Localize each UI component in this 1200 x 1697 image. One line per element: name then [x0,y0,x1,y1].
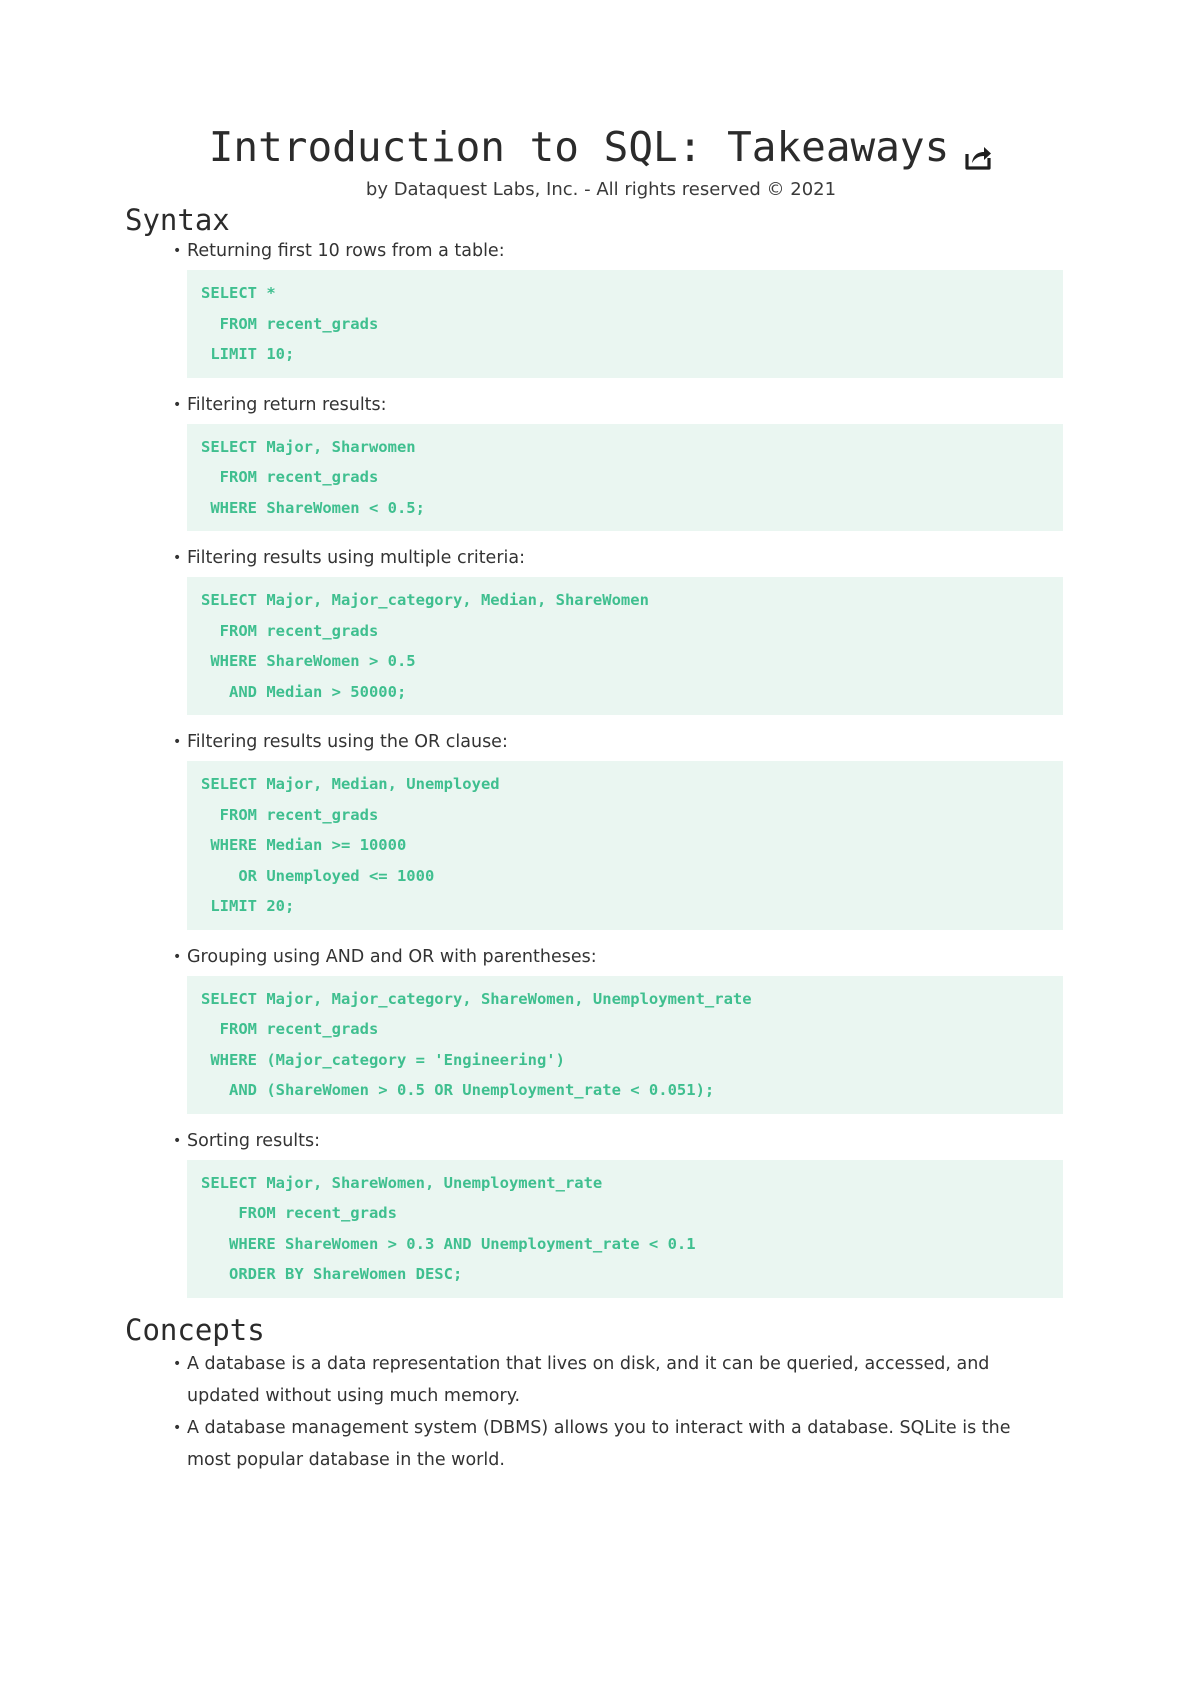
list-item [173,944,1077,1114]
concept-text: A database is a data representation that lives on disk, and it can be queried, accessed, and updated without using much memory. [187,1353,990,1406]
code-block: SELECT Major, Major_category, Median, ShareWomen FROM recent_grads WHERE ShareWomen > 0.5 AND Median > 50000; [187,577,1063,715]
bullet-line [173,1348,1047,1412]
concepts-list [125,1348,1077,1476]
bullet-line [173,729,1077,755]
bullet-icon: • [173,1419,182,1436]
code-block: SELECT Major, Median, Unemployed FROM recent_grads WHERE Median >= 10000 OR Unemployed <= 1000 LIMIT 20; [187,761,1063,930]
list-item [173,1348,1077,1412]
list-item [173,238,1077,378]
bullet-line [173,238,1077,264]
list-item [173,729,1077,930]
section-heading-syntax: Syntax [125,203,230,237]
syntax-list [125,238,1077,1298]
bullet-icon: • [173,734,182,750]
item-label: Grouping using AND and OR with parentheses: [187,946,597,967]
item-label: Filtering return results: [187,394,387,415]
item-label: Sorting results: [187,1130,321,1151]
item-label: Returning first 10 rows from a table: [187,241,505,261]
title-block [125,122,1077,202]
item-label: Filtering results using the OR clause: [187,732,508,752]
code-block: SELECT Major, Major_category, ShareWomen, Unemployment_rate FROM recent_grads WHERE (Major_category = 'Engineering') AND (ShareWomen > 0.5 OR Unemployment_rate < 0.051); [187,976,1063,1114]
page-title [209,122,994,172]
list-item [173,1412,1077,1476]
list-item [173,1128,1077,1298]
item-label: Filtering results using multiple criteria: [187,548,525,568]
bullet-line [173,944,1077,970]
bullet-line [173,545,1077,571]
bullet-icon: • [173,1355,182,1372]
bullet-icon: • [173,1132,182,1149]
bullet-icon: • [173,550,182,566]
bullet-line [173,392,1077,418]
list-item [173,392,1077,532]
bullet-icon: • [173,396,182,413]
code-block: SELECT * FROM recent_grads LIMIT 10; [187,270,1063,378]
bullet-icon: • [173,948,182,965]
section-heading-concepts: Concepts [125,1312,265,1347]
bullet-icon: • [173,243,182,259]
document-page [125,0,1077,1476]
code-block: SELECT Major, Sharwomen FROM recent_grads WHERE ShareWomen < 0.5; [187,424,1063,532]
bullet-line [173,1412,1047,1476]
share-icon[interactable] [963,132,993,162]
page-title-text: Introduction to SQL: Takeaways [208,123,950,171]
concept-text: A database management system (DBMS) allows you to interact with a database. SQLite is the most popular database in the world. [187,1417,1011,1470]
code-block: SELECT Major, ShareWomen, Unemployment_rate FROM recent_grads WHERE ShareWomen > 0.3 AND Unemployment_rate < 0.1 ORDER BY ShareWomen DESC; [187,1160,1063,1298]
byline: by Dataquest Labs, Inc. - All rights reserved © 2021 [365,179,837,200]
list-item [173,545,1077,715]
bullet-line [173,1128,1077,1154]
